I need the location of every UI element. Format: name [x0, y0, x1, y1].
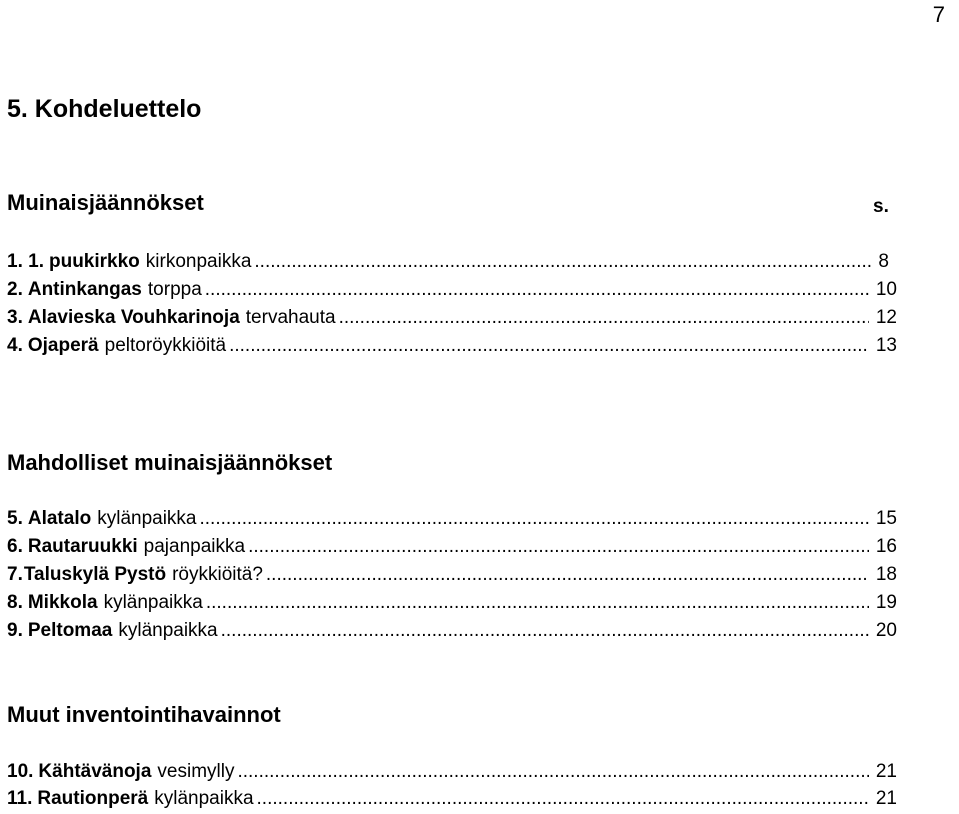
entry-number: 11. [7, 788, 33, 809]
entry-page: 19 [875, 592, 897, 613]
dot-leader [248, 534, 869, 560]
entry-page: 8 [878, 251, 889, 272]
entry-description: kirkonpaikka [145, 251, 252, 272]
entry-number: 9. [7, 620, 23, 641]
entry-page: 10 [875, 279, 897, 300]
dot-leader [221, 618, 869, 644]
entry-page: 16 [875, 536, 897, 557]
dot-leader [205, 277, 869, 303]
toc-entry[interactable] [7, 759, 897, 785]
toc-entry[interactable] [7, 277, 897, 303]
entry-name: Rautaruukki [27, 536, 138, 557]
dot-leader [339, 305, 869, 331]
entry-description: kylänpaikka [97, 508, 197, 529]
entry-description: vesimylly [157, 761, 235, 782]
entry-page: 15 [875, 508, 897, 529]
dot-leader [206, 590, 869, 616]
entry-number: 4. [7, 335, 23, 356]
toc-entry[interactable] [7, 618, 897, 644]
entry-name: Alavieska Vouhkarinoja [27, 307, 240, 328]
entry-number: 1. 1. [7, 251, 44, 272]
entry-page: 20 [875, 620, 897, 641]
entry-name: puukirkko [48, 251, 140, 272]
entry-number: 10. [7, 761, 34, 782]
toc-entry[interactable] [7, 590, 897, 616]
dot-leader [200, 506, 869, 532]
entry-page: 13 [875, 335, 897, 356]
entry-description: kylänpaikka [118, 620, 218, 641]
entry-number: 2. [7, 279, 23, 300]
entry-name: Rautionperä [37, 788, 149, 809]
entry-number: 8. [7, 592, 23, 613]
dot-leader [229, 333, 869, 359]
entry-description: torppa [147, 279, 202, 300]
section-title-mahdolliset: Mahdolliset muinaisjäännökset [7, 450, 333, 475]
entry-name: Taluskylä Pystö [23, 564, 167, 585]
toc-entry[interactable] [7, 562, 897, 588]
entry-number: 7. [7, 564, 23, 585]
toc-entry[interactable] [7, 249, 889, 275]
page-heading: 5. Kohdeluettelo [7, 95, 202, 123]
entry-name: Kähtävänoja [38, 761, 152, 782]
page-column-label: s. [873, 196, 889, 217]
entry-page: 12 [875, 307, 897, 328]
toc-entry[interactable] [7, 333, 897, 359]
entry-name: Alatalo [27, 508, 92, 529]
entry-description: pajanpaikka [143, 536, 246, 557]
dot-leader [254, 249, 871, 275]
entry-description: kylänpaikka [103, 592, 203, 613]
entry-number: 5. [7, 508, 23, 529]
entry-number: 6. [7, 536, 23, 557]
dot-leader [237, 759, 868, 785]
entry-page: 21 [875, 761, 897, 782]
entry-name: Antinkangas [27, 279, 142, 300]
dot-leader [257, 786, 869, 812]
entry-page: 18 [875, 564, 897, 585]
entry-page: 21 [875, 788, 897, 809]
toc-entry[interactable] [7, 305, 897, 331]
dot-leader [266, 562, 869, 588]
entry-description: tervahauta [245, 307, 336, 328]
toc-entry[interactable] [7, 786, 897, 812]
page-number: 7 [932, 2, 945, 27]
entry-name: Ojaperä [27, 335, 99, 356]
entry-name: Mikkola [27, 592, 98, 613]
toc-entry[interactable] [7, 534, 897, 560]
toc-entry[interactable] [7, 506, 897, 532]
entry-description: röykkiöitä? [172, 564, 263, 585]
entry-number: 3. [7, 307, 23, 328]
section-title-muut: Muut inventointihavainnot [7, 702, 281, 727]
entry-description: kylänpaikka [154, 788, 254, 809]
section-title-muinaisjaannokset: Muinaisjäännökset [7, 190, 204, 215]
entry-name: Peltomaa [27, 620, 113, 641]
entry-description: peltoröykkiöitä [104, 335, 227, 356]
